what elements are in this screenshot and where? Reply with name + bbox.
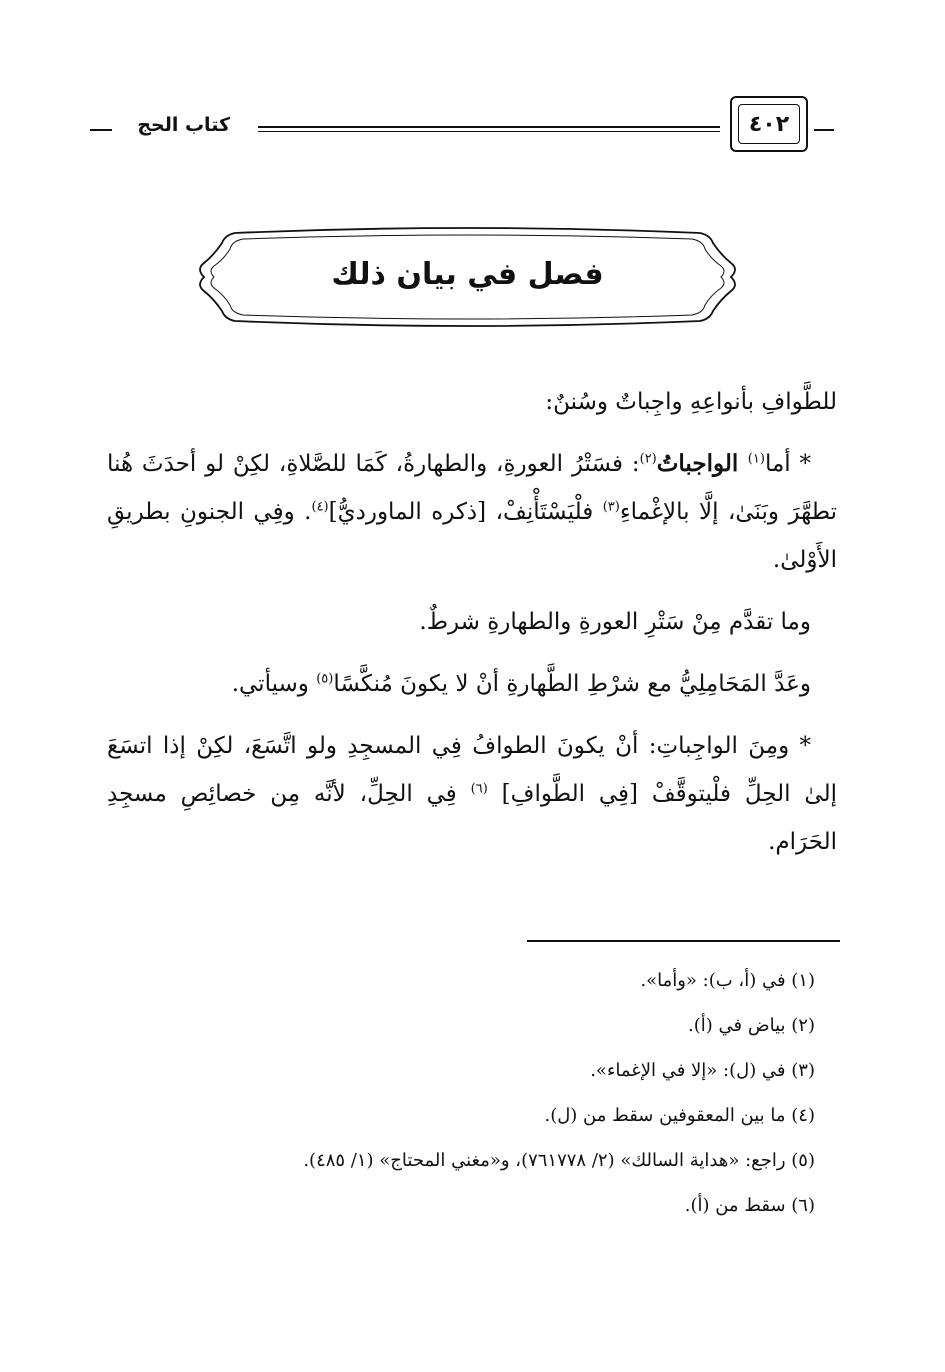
paragraph-text: وسيأتي.	[231, 671, 317, 697]
intro-line: للطَّوافِ بأنواعِهِ واجِباتٌ وسُننٌ:	[545, 389, 837, 415]
paragraph-text: وعَدَّ المَحَامِلِيُّ مع شرْطِ الطَّهارةِ أنْ لا يكونَ مُنكَّسًا	[333, 671, 811, 697]
footnote-ref: (٦)	[470, 781, 488, 797]
footnote-ref: (٣)	[602, 499, 620, 515]
paragraph-text: الواجباتُ	[656, 450, 748, 477]
paragraph-text: فلْيَسْتَأْنِفْ، [ذكره الماورديُّ]	[328, 499, 603, 525]
footnote-5: (٥) راجع: «هداية السالك» (٢/ ٧٦١٧٧٨)، و«مغني المحتاج» (١/ ٤٨٥).	[303, 1150, 815, 1171]
header-rule-right	[814, 129, 834, 131]
bullet-star: *	[789, 733, 811, 759]
paragraph-text: فِي الحِلِّ، لأنَّه مِن خصائِصِ مسجِدِ الحَرَام.	[107, 781, 837, 855]
page-number: ٤٠٢	[738, 104, 800, 144]
page-number-frame	[730, 96, 808, 152]
footnote-2: (٢) بياض في (أ).	[688, 1015, 815, 1036]
paragraph-4	[107, 722, 837, 866]
footnote-ref: (١)	[747, 451, 765, 467]
header-rule-middle	[258, 126, 720, 128]
footnote-3: (٣) في (ل): «إلا في الإغماء».	[590, 1060, 815, 1081]
paragraph-1	[107, 440, 837, 584]
footnote-ref: (٢)	[639, 451, 657, 467]
bullet-star: *	[790, 451, 812, 477]
footnote-ref: (٥)	[316, 671, 334, 687]
paragraph-text: . وفِي الجنونِ بطريقِ الأَوْلىٰ.	[107, 499, 837, 573]
footnote-1: (١) في (أ، ب): «وأما».	[640, 970, 815, 991]
header-rule-middle-2	[258, 131, 720, 132]
paragraph-3	[107, 660, 837, 708]
footnote-ref: (٤)	[311, 499, 329, 515]
running-header	[90, 96, 835, 158]
paragraph-text: ومِنَ الواجِباتِ: أنْ يكونَ الطوافُ فِي المسجِدِ ولو اتَّسَعَ، لكِنْ إذا اتسَعَ إلىٰ الحِلِّ فلْيتوقَّفْ [فِي الطَّوافِ]	[107, 733, 838, 807]
paragraph-text: : فسَتْرُ العورةِ، والطهارةُ، كَمَا للصَّلاةِ، لكِنْ لو أحدَثَ هُنا تطهَّرَ وبَنَىٰ، إلَّا بالإغْماءِ	[107, 451, 838, 525]
footnote-6: (٦) سقط من (أ).	[684, 1195, 815, 1216]
section-heading-frame	[195, 225, 740, 330]
footnote-4: (٤) ما بين المعقوفين سقط من (ل).	[544, 1105, 815, 1126]
main-text	[107, 378, 837, 880]
paragraph-text: أما	[764, 451, 791, 477]
book-title: كتاب الحج	[137, 114, 230, 136]
paragraph-2: وما تقدَّم مِنْ سَتْرِ العورةِ والطهارةِ شرطٌ.	[419, 609, 811, 635]
header-rule-left	[90, 129, 112, 131]
section-heading: فصل في بيان ذلك	[331, 257, 604, 292]
footnote-separator	[527, 940, 840, 942]
footnotes	[115, 958, 815, 1228]
